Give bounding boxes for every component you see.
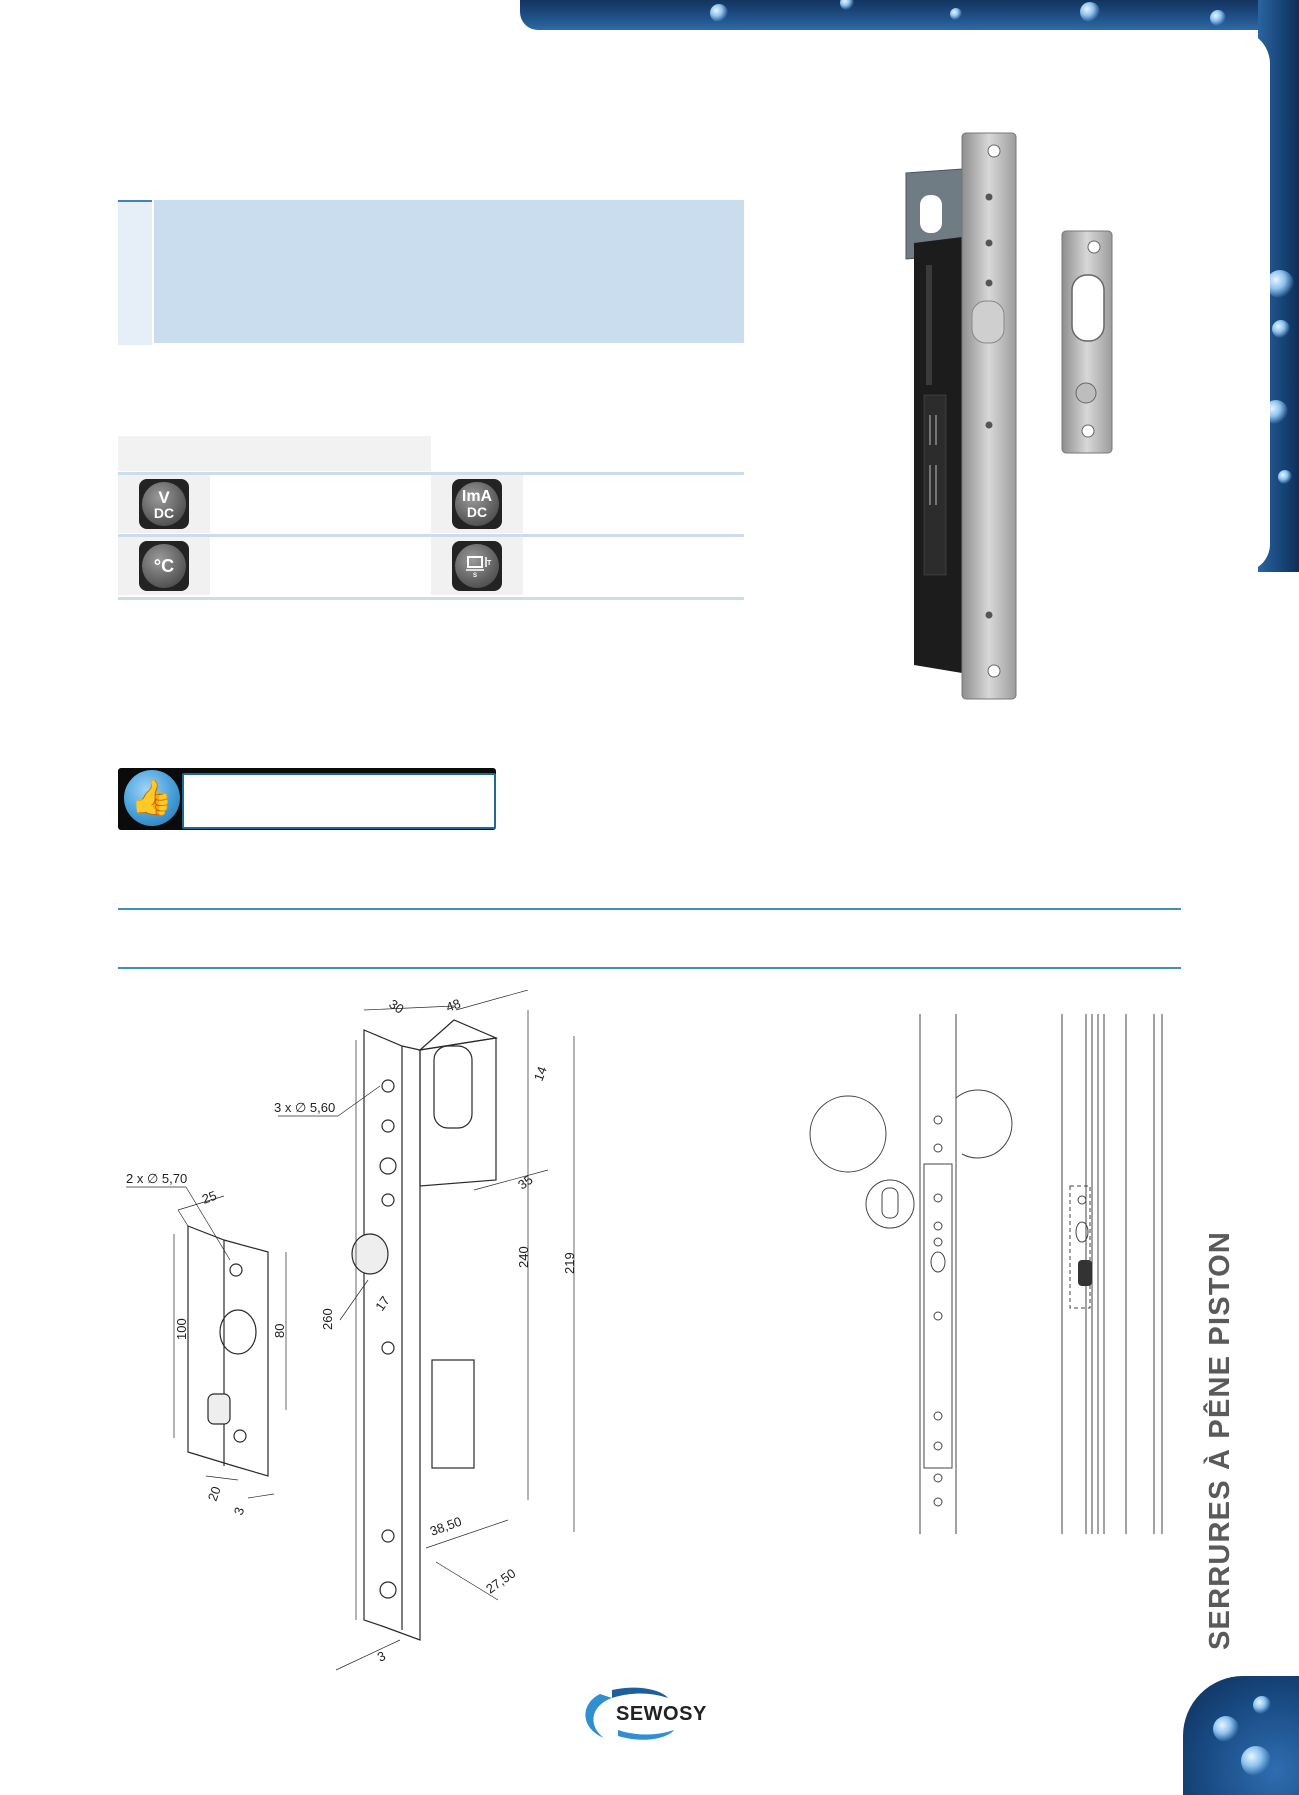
installed-bolt	[1078, 1260, 1092, 1286]
dimensions-icon	[452, 541, 502, 591]
spec-icon-cell	[118, 537, 210, 595]
dim-lock-plate-thickness: 3	[374, 1648, 388, 1665]
spec-value-cell	[210, 475, 431, 533]
dim-strike-holes: 2 x ∅ 5,70	[126, 1171, 188, 1186]
logo-text: SEWOSY	[616, 1703, 707, 1725]
cylinder-cutout	[920, 195, 942, 233]
dim-lock-hole-span: 219	[562, 1252, 577, 1274]
dim-lock-holes: 3 x ∅ 5,60	[274, 1100, 336, 1115]
dim-lock-top-offset: 14	[530, 1064, 550, 1084]
svg-text:S: S	[473, 573, 478, 579]
side-title: SERRURES À PÊNE PISTON	[1204, 1230, 1236, 1650]
dimensions-glyph	[462, 553, 492, 579]
temperature-icon: °C	[139, 541, 189, 591]
dim-lock-bottom-depth: 27,50	[483, 1565, 519, 1597]
section-marker	[118, 200, 152, 345]
installation-drawing	[800, 1010, 1180, 1540]
dim-lock-cylinder: 35	[515, 1171, 536, 1193]
dim-strike-thickness: 3	[230, 1505, 248, 1518]
svg-text:T: T	[487, 560, 492, 567]
technical-drawing-lock	[118, 990, 618, 1680]
thumbs-up-icon: 👍	[124, 770, 180, 826]
current-madc-icon: ImA DC	[452, 479, 502, 529]
dim-lock-inner-height: 240	[516, 1246, 531, 1268]
installed-lock-plate	[924, 1164, 952, 1468]
strike-plate-photo	[1062, 231, 1112, 453]
spec-icon-cell	[431, 537, 523, 595]
spec-divider	[118, 597, 744, 600]
product-photo	[890, 125, 1140, 705]
dim-strike-height: 100	[174, 1318, 189, 1340]
description-block	[154, 200, 744, 343]
piston-bolt	[972, 301, 1004, 343]
dim-strike-width: 25	[199, 1187, 219, 1207]
dim-lock-bolt: 17	[372, 1293, 393, 1314]
voltage-vdc-icon: V DC	[139, 479, 189, 529]
dim-lock-height: 260	[320, 1308, 335, 1330]
spec-table-header	[118, 436, 431, 471]
spec-icon-cell	[118, 475, 210, 533]
door-knob	[810, 1096, 886, 1172]
spec-icon-cell	[431, 475, 523, 533]
spec-value-cell	[523, 537, 744, 595]
section-rule	[118, 967, 1181, 969]
dim-strike-holes-distance: 80	[272, 1323, 287, 1338]
dim-lock-bottom-width: 38,50	[427, 1513, 464, 1539]
sewosy-logo	[578, 1684, 724, 1744]
section-rule	[118, 908, 1181, 910]
dim-lock-width: 48	[443, 995, 463, 1015]
spec-value-cell	[210, 537, 431, 595]
dim-lock-depth: 30	[386, 996, 407, 1017]
advantage-text-box	[182, 773, 496, 829]
water-banner-bottom	[1183, 1676, 1299, 1795]
water-banner-top	[520, 0, 1299, 30]
dim-strike-offset: 20	[204, 1484, 224, 1504]
spec-value-cell	[523, 475, 744, 533]
